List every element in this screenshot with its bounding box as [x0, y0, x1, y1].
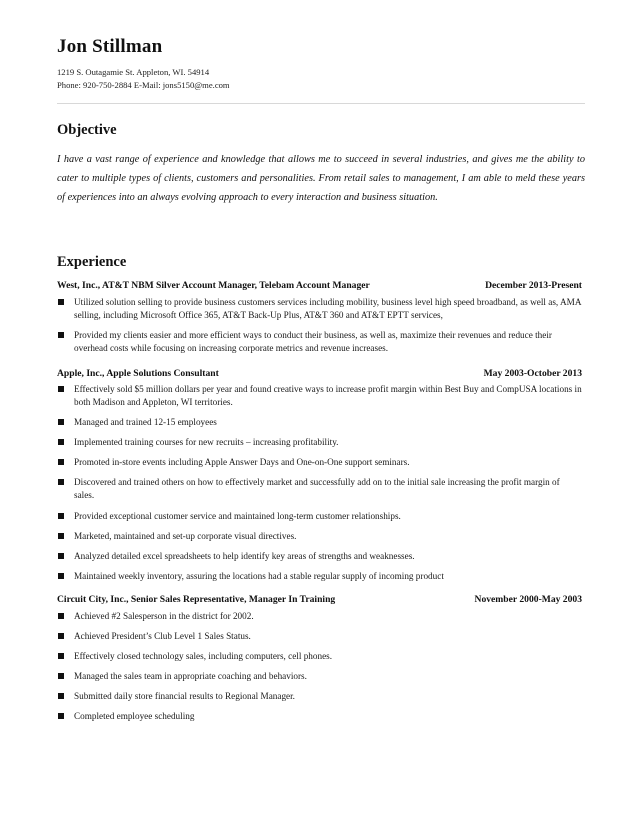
bullet-square-icon: [58, 386, 64, 392]
applicant-name: Jon Stillman: [57, 36, 163, 57]
bullet-item: Provided my clients easier and more efficient ways to conduct their business, as well as, maximize their revenues and reduce their overhead costs while focusing on increasing corporate metrics and revenue increases.: [57, 329, 582, 355]
bullet-square-icon: [58, 653, 64, 659]
bullet-item: Implemented training courses for new recruits – increasing profitability.: [57, 436, 582, 449]
bullet-item: Effectively sold $5 million dollars per year and found creative ways to increase profit margin within Best Buy and CompUSA locations in both Madison and Appleton, WI territories.: [57, 383, 582, 409]
job-title: Circuit City, Inc., Senior Sales Representative, Manager In Training: [57, 594, 336, 605]
bullet-item: Discovered and trained others on how to effectively market and successfully add on to the initial sale increasing the profit margin of sales.: [57, 476, 582, 502]
bullet-square-icon: [58, 459, 64, 465]
objective-heading: Objective: [57, 122, 117, 138]
bullet-square-icon: [58, 332, 64, 338]
bullet-item: Achieved President’s Club Level 1 Sales Status.: [57, 630, 582, 643]
job-dates: November 2000-May 2003: [474, 594, 582, 605]
bullet-item: Provided exceptional customer service and maintained long-term customer relationships.: [57, 510, 582, 523]
bullet-square-icon: [58, 513, 64, 519]
bullet-item: Managed the sales team in appropriate coaching and behaviors.: [57, 670, 582, 683]
bullet-square-icon: [58, 673, 64, 679]
job-header: [57, 280, 582, 291]
bullet-square-icon: [58, 553, 64, 559]
job-header: [57, 368, 582, 379]
bullet-item: Maintained weekly inventory, assuring the locations had a stable regular supply of incoming product: [57, 570, 582, 583]
bullet-item: Submitted daily store financial results to Regional Manager.: [57, 690, 582, 703]
objective-text: I have a vast range of experience and knowledge that allows me to succeed in several industries, and gives me the ability to cater to multiple types of clients, customers and personalities. From retail sales to management, I am able to meld these years of experiences into an always evolving approach to every interaction and business situation.: [57, 154, 585, 203]
job-bullets: [57, 383, 582, 583]
address-line: 1219 S. Outagamie St. Appleton, WI. 54914: [57, 67, 210, 77]
bullet-square-icon: [58, 299, 64, 305]
bullet-square-icon: [58, 479, 64, 485]
bullet-item: Utilized solution selling to provide business customers services including mobility, business level high speed broadband, as well as, AMA selling, including Microsoft Office 365, AT&T Back-Up Plus, AT&T 360 and AT&T EPTT services,: [57, 296, 582, 322]
bullet-item: Promoted in-store events including Apple Answer Days and One-on-One support seminars.: [57, 456, 582, 469]
job-dates: May 2003-October 2013: [483, 368, 582, 379]
job-title: West, Inc., AT&T NBM Silver Account Manager, Telebam Account Manager: [57, 280, 370, 291]
bullet-square-icon: [58, 439, 64, 445]
bullet-square-icon: [58, 533, 64, 539]
bullet-item: Effectively closed technology sales, including computers, cell phones.: [57, 650, 582, 663]
job-dates: December 2013-Present: [485, 280, 582, 291]
bullet-item: Achieved #2 Salesperson in the district for 2002.: [57, 610, 582, 623]
contact-line: Phone: 920-750-2884 E-Mail: jons5150@me.com: [57, 80, 230, 90]
bullet-square-icon: [58, 693, 64, 699]
bullet-square-icon: [58, 613, 64, 619]
bullet-item: Analyzed detailed excel spreadsheets to help identify key areas of strengths and weaknesses.: [57, 550, 582, 563]
bullet-item: Marketed, maintained and set-up corporate visual directives.: [57, 530, 582, 543]
job-title: Apple, Inc., Apple Solutions Consultant: [57, 368, 219, 379]
job-bullets: [57, 610, 582, 723]
bullet-item: Completed employee scheduling: [57, 710, 582, 723]
job-header: [57, 594, 582, 605]
bullet-square-icon: [58, 419, 64, 425]
bullet-square-icon: [58, 713, 64, 719]
header-divider: [57, 103, 585, 104]
bullet-square-icon: [58, 633, 64, 639]
bullet-square-icon: [58, 573, 64, 579]
job-bullets: [57, 296, 582, 355]
bullet-item: Managed and trained 12-15 employees: [57, 416, 582, 429]
experience-heading: Experience: [57, 254, 127, 270]
